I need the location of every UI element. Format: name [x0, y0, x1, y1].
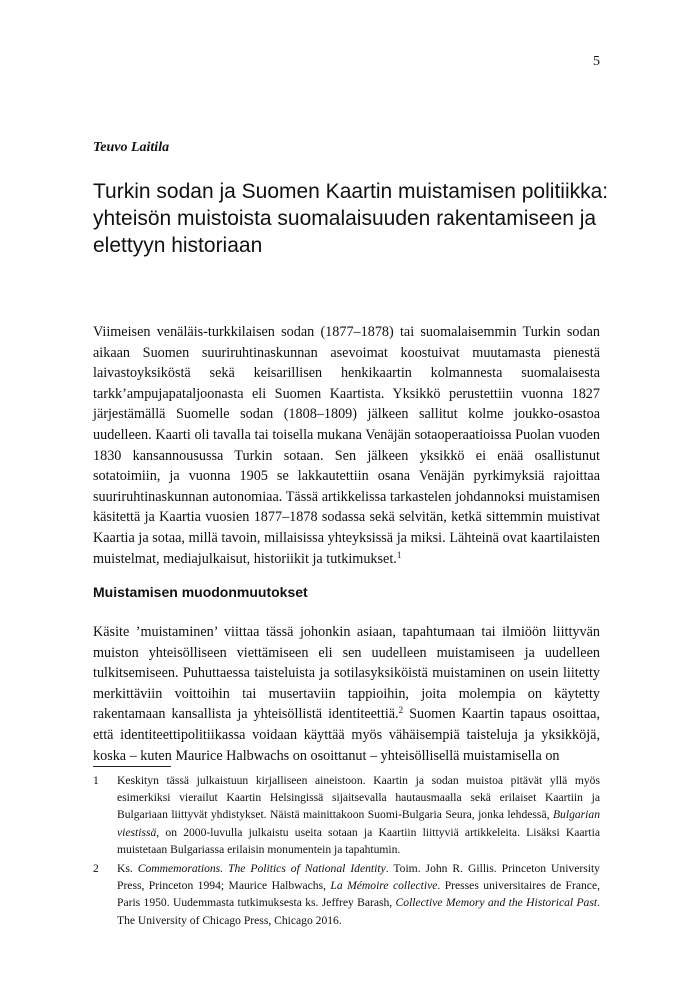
section-heading: Muistamisen muodonmuutokset	[93, 584, 308, 600]
paragraph-2-text-b: Suomen Kaartin tapaus osoittaa, että identiteettipolitiikassa voidaan käyttää myös vähäisempiä taisteluja ja yksikköjä, koska – kuten Maurice Halbwachs on osoittanut – yhteisöllisellä muistamisella on	[93, 706, 600, 764]
footnote-1-text-a: Keskityn tässä julkaistuun kirjalliseen aineistoon. Kaartin ja sodan muistoa pitävät yllä myös esimerkiksi vierailut Kaartin Helsingissä sijaitsevalla hautausmaalla sekä erilaiset Kaartiin ja Bulgariaan liittyvät yhdistykset. Näistä mainittakoon Suomi-Bulgaria Seura, jonka lehdessä,	[117, 774, 600, 822]
footnote-divider	[93, 766, 171, 767]
footnote-number: 1	[93, 774, 99, 787]
footnote-ref-2[interactable]: 2	[398, 705, 404, 716]
body-paragraph-1	[93, 322, 600, 569]
footnote-2	[93, 860, 600, 929]
footnote-1-italic-title: Bulgarian viestissä	[117, 808, 600, 839]
footnote-2-text-d: . The University of Chicago Press, Chicago 2016.	[117, 896, 600, 927]
paragraph-1-text: Viimeisen venäläis-turkkilaisen sodan (1877–1878) tai suomalaisemmin Turkin sodan aikaan Suomen suuriruhtinaskunnan asevoimat koostuivat muutamasta pienestä laivastoyksiköstä sekä keisarillisen henkikaartin kolmannesta suomalaisesta tarkk’ampujapataljoonasta eli Suomen Kaartista. Yksikkö perustettiin vuonna 1827 järjestämällä Suomelle sodan (1808–1809) jälkeen sallitut kolme joukko-osastoa uudelleen. Kaarti oli tavalla tai toisella mukana Venäjän sotaoperaatioissa Puolan vuoden 1830 kansannousussa Turkin sotaan. Sen jälkeen yksikkö ei enää osallistunut sotatoimiin, ja vuonna 1905 se lakkautettiin osana Venäjän pyrkimyksiä rajoittaa suuriruhtinaskunnan autonomiaa. Tässä artikkelissa tarkastelen johdannoksi muistamisen käsitettä ja Kaartia vuosien 1877–1878 sodassa sekä selvitän, ketkä sittemmin muistivat Kaartia ja sotaa, millä tavoin, millaisissa yhteyksissä ja miksi. Lähteinä ovat kaartilaisten muistelmat, mediajulkaisut, historiikit ja tutkimukset.	[93, 324, 600, 567]
footnote-2-italic-b: La Mémoire collective	[330, 879, 438, 893]
footnote-2-text-b: . Toim. John R. Gillis. Princeton University Press, Princeton 1994; Maurice Halbwachs,	[117, 862, 600, 893]
footnote-number: 2	[93, 862, 99, 876]
paragraph-2-text-a: Käsite ’muistaminen’ viittaa tässä johonkin asiaan, tapahtumaan tai ilmiöön liittyvän muiston yhteisölliseen viettämiseen eli sen uudelleen muistamiseen ja uudelleen tulkitsemiseen. Puhuttaessa taisteluista ja sotilasyksiköistä muistaminen on usein liitetty merkittäviin voittoihin tai musertaviin tappioihin, joita molempia on käytetty rakentamaan kansallista ja yhteisöllistä identiteettiä.	[93, 624, 600, 723]
footnote-2-italic-a: Commemorations. The Politics of National Identity	[137, 862, 386, 876]
footnote-1-text-b: , on 2000-luvulla julkaistu useita sotaan ja Kaartiin liittyviä artikkeleita. Lisäksi Kaartia muistetaan Bulgariassa erilaisin monumentein ja tapahtumin.	[117, 825, 600, 856]
footnotes	[93, 772, 600, 929]
footnote-2-italic-c: Collective Memory and the Historical Past	[395, 896, 598, 910]
footnote-text	[117, 860, 600, 929]
body-paragraph-2	[93, 622, 600, 766]
footnote-ref-1[interactable]: 1	[396, 549, 402, 560]
author-name: Teuvo Laitila	[93, 140, 170, 155]
footnote-1	[93, 772, 600, 858]
footnote-text	[117, 772, 600, 858]
article-title: Turkin sodan ja Suomen Kaartin muistamisen politiikka: yhteisön muistoista suomalaisuuden rakentamiseen ja elettyyn historiaan	[93, 180, 609, 257]
footnote-2-text-c: . Presses universitaires de France, Paris 1950. Uudemmasta tutkimuksesta ks. Jeffrey Barash,	[117, 879, 600, 910]
footnote-2-text-a: Ks.	[117, 862, 138, 876]
page-number: 5	[593, 54, 600, 69]
